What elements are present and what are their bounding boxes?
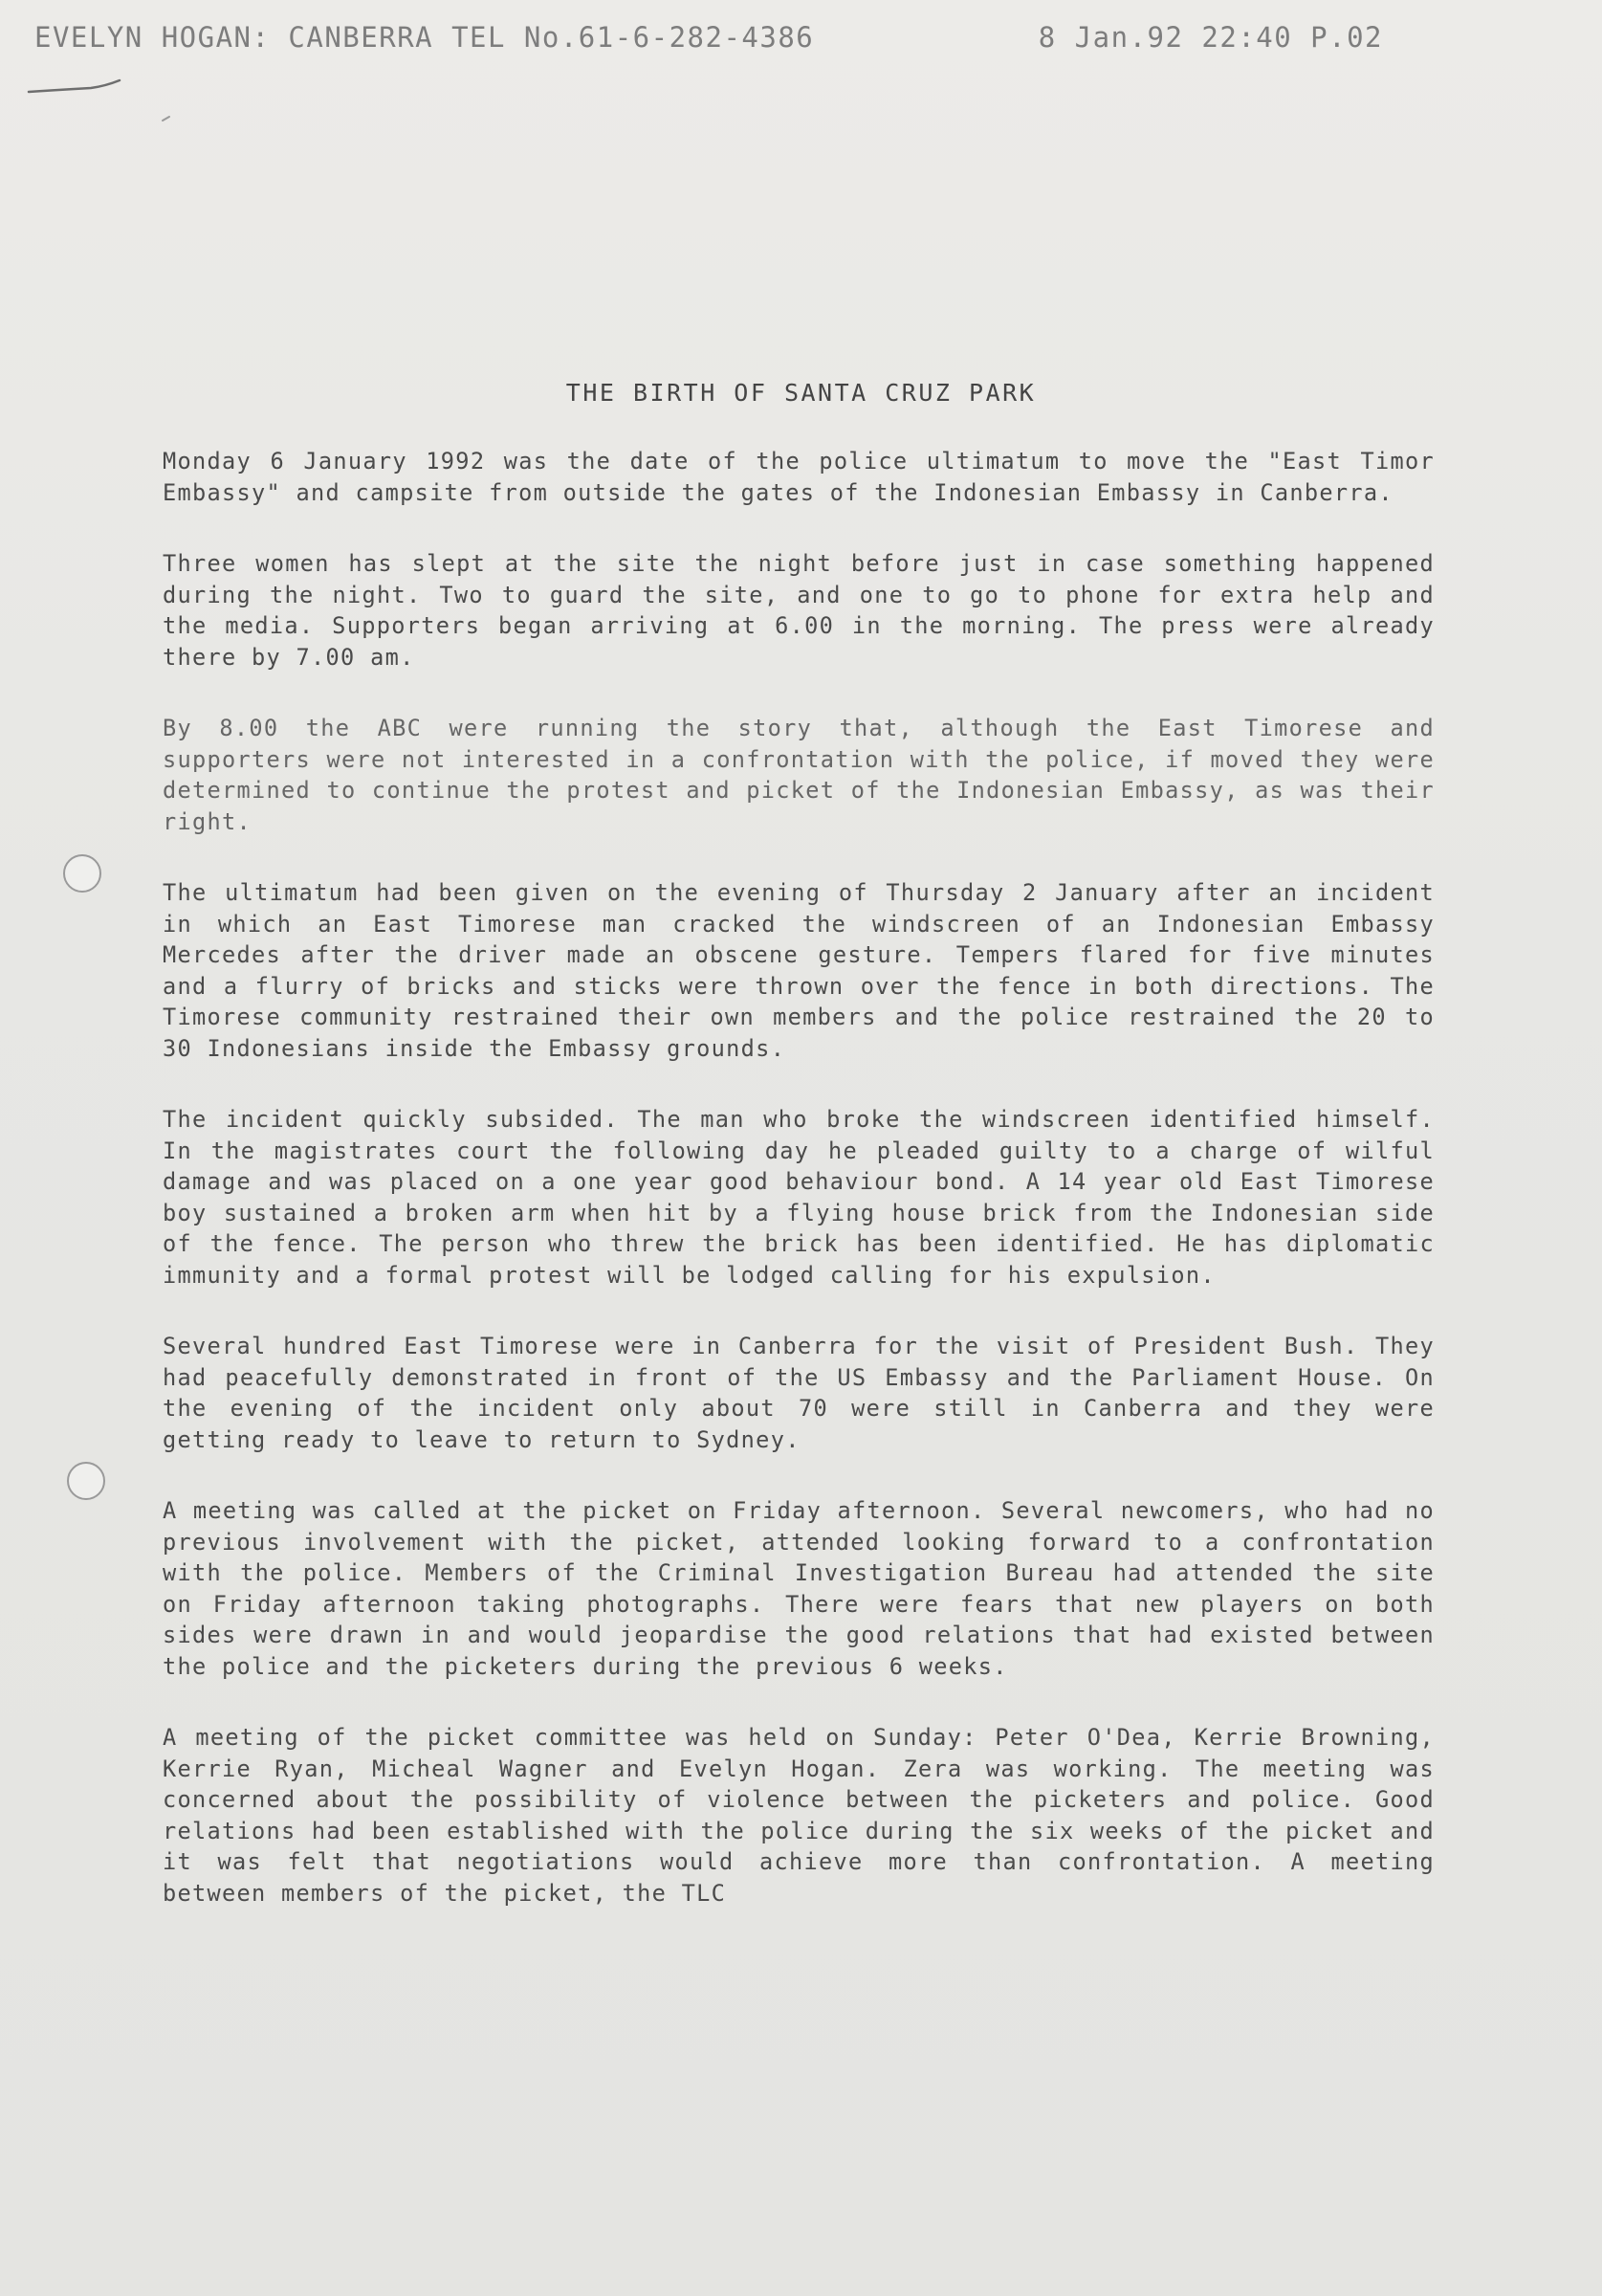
punch-hole-upper bbox=[63, 854, 101, 893]
paragraph: By 8.00 the ABC were running the story that, although the East Timorese and supporters were not interested in a confrontation with the police, if moved they were determined to continue the protest and picket of the Indonesian Embassy, as was their right. bbox=[163, 715, 1435, 835]
document-body bbox=[163, 446, 1435, 1949]
fax-datetime-page: 8 Jan.92 22:40 P.02 bbox=[1038, 21, 1383, 54]
paragraph: Several hundred East Timorese were in Canberra for the visit of President Bush. They had peacefully demonstrated in front of the US Embassy and the Parliament House. On the evening of the incident only about 70 were still in Canberra and they were getting ready to leave to return to Sydney. bbox=[163, 1333, 1435, 1453]
paragraph: The incident quickly subsided. The man who broke the windscreen identified himself. In the magistrates court the following day he pleaded guilty to a charge of wilful damage and was placed on a one year good behaviour bond. A 14 year old East Timorese boy sustained a broken arm when hit by a flying house brick from the Indonesian side of the fence. The person who threw the brick has been identified. He has diplomatic immunity and a formal protest will be lodged calling for his expulsion. bbox=[163, 1106, 1435, 1289]
fax-header bbox=[34, 21, 1383, 54]
pen-mark bbox=[19, 63, 172, 149]
punch-hole-lower bbox=[67, 1462, 105, 1500]
paragraph: Three women has slept at the site the night before just in case something happened during the night. Two to guard the site, and one to go to phone for extra help and the media. Supporters began arriving at 6.00 in the morning. The press were already there by 7.00 am. bbox=[163, 550, 1435, 671]
fax-sender: EVELYN HOGAN: CANBERRA TEL No.61-6-282-4386 bbox=[34, 21, 815, 54]
paragraph: The ultimatum had been given on the evening of Thursday 2 January after an incident in which an East Timorese man cracked the windscreen of an Indonesian Embassy Mercedes after the driver made an obscene gesture. Tempers flared for five minutes and a flurry of bricks and sticks were thrown over the fence in both directions. The Timorese community restrained their own members and the police restrained the 20 to 30 Indonesians inside the Embassy grounds. bbox=[163, 879, 1435, 1062]
paragraph: A meeting was called at the picket on Friday afternoon. Several newcomers, who had no previous involvement with the picket, attended looking forward to a confrontation with the police. Members of the Criminal Investigation Bureau had attended the site on Friday afternoon taking photographs. There were fears that new players on both sides were drawn in and would jeopardise the good relations that had existed between the police and the picketers during the previous 6 weeks. bbox=[163, 1497, 1435, 1680]
paragraph: A meeting of the picket committee was held on Sunday: Peter O'Dea, Kerrie Browning, Kerrie Ryan, Micheal Wagner and Evelyn Hogan. Zera was working. The meeting was concerned about the possibility of violence between the picketers and police. Good relations had been established with the police during the six weeks of the picket and it was felt that negotiations would achieve more than confrontation. A meeting between members of the picket, the TLC bbox=[163, 1724, 1435, 1907]
document-title: THE BIRTH OF SANTA CRUZ PARK bbox=[565, 379, 1037, 407]
paragraph: Monday 6 January 1992 was the date of the police ultimatum to move the "East Timor Embassy" and campsite from outside the gates of the Indonesian Embassy in Canberra. bbox=[163, 448, 1435, 506]
